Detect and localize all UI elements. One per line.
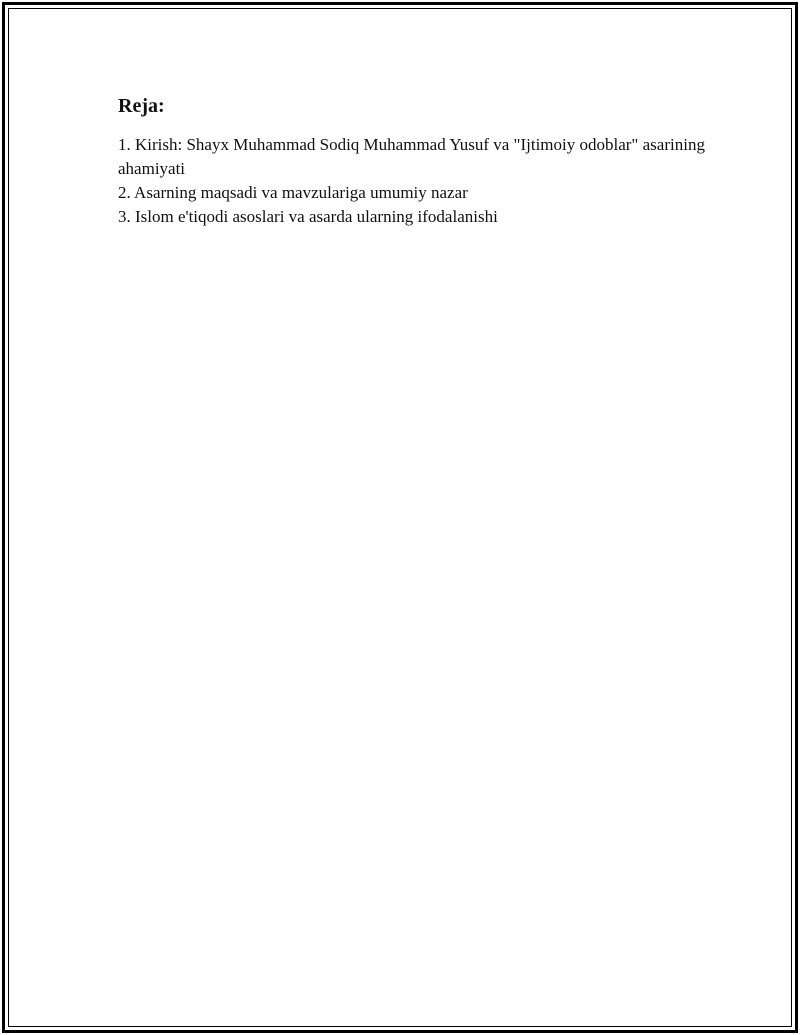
plan-item-2: 2. Asarning maqsadi va mavzulariga umumiy nazar [118,183,468,202]
plan-item-1: 1. Kirish: Shayx Muhammad Sodiq Muhammad Yusuf va "Ijtimoiy odoblar" asarining ahamiyati [118,135,705,178]
plan-item-3: 3. Islom e'tiqodi asoslari va asarda ularning ifodalanishi [118,207,498,226]
page-content [118,93,718,229]
plan-list [118,133,718,229]
plan-title: Reja: [118,95,165,117]
